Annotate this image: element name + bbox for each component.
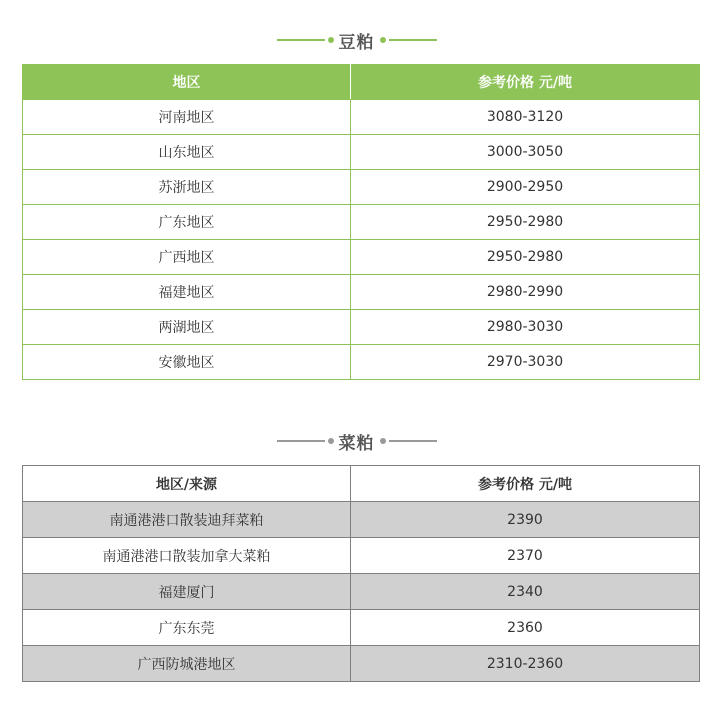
region-cell: 福建厦门 <box>23 574 351 610</box>
price-cell: 2390 <box>351 502 700 538</box>
column-header-region: 地区 <box>23 65 351 100</box>
table-row <box>23 205 700 240</box>
rapeseed-title: 菜粕 <box>338 433 375 454</box>
table-row <box>23 275 700 310</box>
price-cell: 2340 <box>351 574 700 610</box>
table-row <box>23 240 700 275</box>
region-cell: 广西防城港地区 <box>23 646 351 682</box>
rapeseed-section-title <box>0 429 713 453</box>
region-cell: 广东东莞 <box>23 610 351 646</box>
region-cell: 广东地区 <box>23 205 351 240</box>
table-row <box>23 574 700 610</box>
region-cell: 河南地区 <box>23 100 351 135</box>
table-row <box>23 610 700 646</box>
table-row <box>23 310 700 345</box>
region-cell: 福建地区 <box>23 275 351 310</box>
title-right-dot <box>380 438 386 444</box>
table-row <box>23 170 700 205</box>
title-left-line <box>277 39 325 41</box>
region-cell: 苏浙地区 <box>23 170 351 205</box>
region-cell: 两湖地区 <box>23 310 351 345</box>
price-cell: 3000-3050 <box>351 135 700 170</box>
title-right-line <box>389 440 437 442</box>
title-right-line <box>389 39 437 41</box>
price-cell: 2980-3030 <box>351 310 700 345</box>
table-row <box>23 502 700 538</box>
price-cell: 2900-2950 <box>351 170 700 205</box>
column-header-region: 地区/来源 <box>23 466 351 502</box>
table-row <box>23 646 700 682</box>
title-left-dot <box>328 37 334 43</box>
column-header-price: 参考价格 元/吨 <box>351 466 700 502</box>
table-row <box>23 135 700 170</box>
table-row <box>23 100 700 135</box>
table-header-row <box>23 65 700 100</box>
soy-section-title <box>0 28 713 52</box>
rapeseed-price-table <box>22 465 700 682</box>
column-header-price: 参考价格 元/吨 <box>351 65 700 100</box>
price-cell: 3080-3120 <box>351 100 700 135</box>
price-cell: 2950-2980 <box>351 240 700 275</box>
title-left-dot <box>328 438 334 444</box>
title-left-line <box>277 440 325 442</box>
price-cell: 2370 <box>351 538 700 574</box>
soy-price-table <box>22 64 700 380</box>
price-cell: 2310-2360 <box>351 646 700 682</box>
region-cell: 南通港港口散装迪拜菜粕 <box>23 502 351 538</box>
price-cell: 2980-2990 <box>351 275 700 310</box>
region-cell: 南通港港口散装加拿大菜粕 <box>23 538 351 574</box>
table-header-row <box>23 466 700 502</box>
region-cell: 山东地区 <box>23 135 351 170</box>
region-cell: 广西地区 <box>23 240 351 275</box>
price-cell: 2360 <box>351 610 700 646</box>
table-row <box>23 345 700 380</box>
price-cell: 2950-2980 <box>351 205 700 240</box>
region-cell: 安徽地区 <box>23 345 351 380</box>
title-right-dot <box>380 37 386 43</box>
price-cell: 2970-3030 <box>351 345 700 380</box>
table-row <box>23 538 700 574</box>
soy-title: 豆粕 <box>338 32 375 53</box>
